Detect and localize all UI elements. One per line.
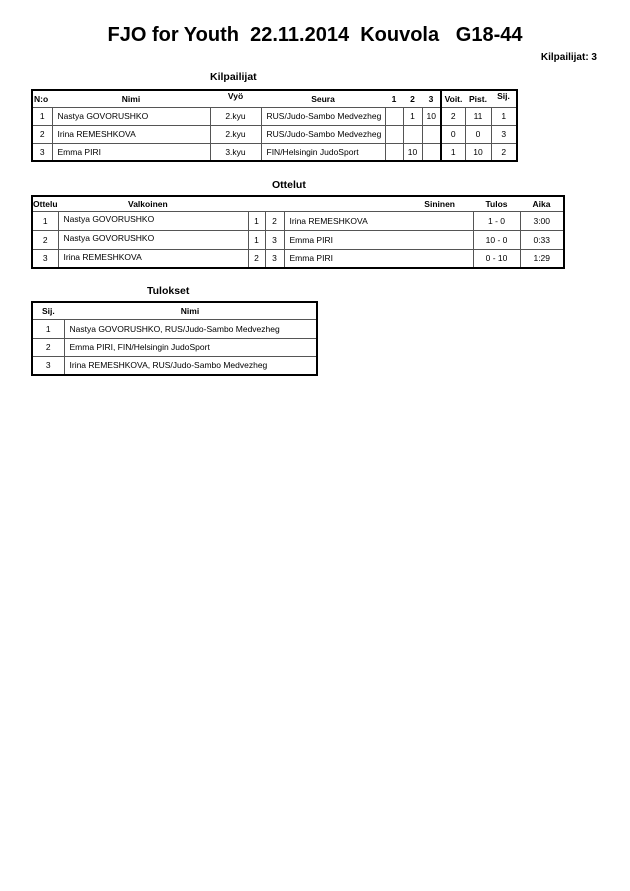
results-table [31,301,318,376]
competitor-score-3 [422,125,441,143]
col-header-match2: 2 [403,90,422,107]
col-header-result-name: Nimi [64,302,317,319]
col-header-blue: Sininen [284,196,473,211]
competitor-rank: 1 [491,107,517,125]
competitor-name: Irina REMESHKOVA [52,125,210,143]
competitor-score-2: 10 [403,143,422,161]
competitor-rank: 2 [491,143,517,161]
col-header-points: Pist. [465,90,491,107]
competitors-table [31,89,518,162]
competitor-count: Kilpailijat: 3 [540,52,597,63]
result-name: Irina REMESHKOVA, RUS/Judo-Sambo Medvezheg [64,356,317,375]
competitor-wins: 2 [441,107,465,125]
matches-table [31,195,565,269]
col-header-match: Ottelu [32,196,58,211]
match-row [32,249,564,268]
result-rank: 2 [32,338,64,356]
competitor-score-1 [385,125,403,143]
match-white-name: Nastya GOVORUSHKO [58,230,248,249]
competitors-section-title: Kilpailijat [210,71,257,83]
competitor-wins: 0 [441,125,465,143]
competitor-no: 1 [32,107,52,125]
matches-section-title: Ottelut [272,179,306,191]
competitor-score-2: 1 [403,107,422,125]
competitor-points: 10 [465,143,491,161]
match-white-no: 2 [248,249,265,268]
col-header-name: Nimi [52,90,210,107]
match-white-no: 1 [248,230,265,249]
competitor-rank: 3 [491,125,517,143]
match-time: 3:00 [520,211,564,230]
col-header-rank: Sij. [491,90,517,107]
result-rank: 1 [32,319,64,338]
competitor-club: RUS/Judo-Sambo Medvezheg [266,129,382,139]
col-header-white: Valkoinen [58,196,248,211]
competitors-header-row [32,90,517,107]
competitor-row [32,107,517,125]
competitor-belt: 2.kyu [210,107,261,125]
match-white-name: Irina REMESHKOVA [58,249,248,268]
col-header-match1: 1 [385,90,403,107]
page-title: FJO for Youth 22.11.2014 Kouvola G18-44 [107,24,523,46]
competitor-name: Emma PIRI [52,143,210,161]
match-number: 1 [32,211,58,230]
col-header-wins: Voit. [441,90,465,107]
match-result: 10 - 0 [473,230,520,249]
results-section-title: Tulokset [147,285,190,297]
match-white-no: 1 [248,211,265,230]
match-time: 0:33 [520,230,564,249]
competitor-no: 3 [32,143,52,161]
col-header-result: Tulos [473,196,520,211]
result-row [32,319,317,338]
matches-header-row [32,196,564,211]
col-header-time: Aika [520,196,564,211]
competitor-club: FIN/Helsingin JudoSport [266,146,359,157]
col-header-result-rank: Sij. [32,302,64,319]
match-blue-name: Emma PIRI [284,249,473,268]
match-time: 1:29 [520,249,564,268]
competitor-wins: 1 [441,143,465,161]
competitor-score-1 [385,143,403,161]
competitor-row [32,143,517,161]
result-row [32,356,317,375]
match-blue-name: Irina REMESHKOVA [284,211,473,230]
match-row [32,230,564,249]
result-rank: 3 [32,356,64,375]
competitor-club: RUS/Judo-Sambo Medvezheg [266,111,382,121]
competitor-row [32,125,517,143]
match-blue-no: 3 [265,249,284,268]
result-name: Emma PIRI, FIN/Helsingin JudoSport [64,338,317,356]
col-header-match3: 3 [422,90,441,107]
competitor-score-3 [422,143,441,161]
col-header-belt: Vyö [210,90,261,107]
competitor-score-3: 10 [422,107,441,125]
col-header-club: Seura [261,90,385,107]
competitor-score-1 [385,107,403,125]
competitor-no: 2 [32,125,52,143]
col-header-no: N:o [32,90,52,107]
competitor-name: Nastya GOVORUSHKO [52,107,210,125]
match-result: 1 - 0 [473,211,520,230]
match-result: 0 - 10 [473,249,520,268]
match-number: 3 [32,249,58,268]
competitor-points: 0 [465,125,491,143]
competitor-belt: 3.kyu [210,143,261,161]
result-row [32,338,317,356]
match-blue-no: 3 [265,230,284,249]
competitor-score-2 [403,125,422,143]
match-row [32,211,564,230]
match-blue-name: Emma PIRI [284,230,473,249]
results-header-row [32,302,317,319]
competitor-belt: 2.kyu [210,125,261,143]
match-number: 2 [32,230,58,249]
competitor-points: 11 [465,107,491,125]
match-blue-no: 2 [265,211,284,230]
result-name: Nastya GOVORUSHKO, RUS/Judo-Sambo Medvezheg [64,319,317,338]
match-white-name: Nastya GOVORUSHKO [58,211,248,230]
